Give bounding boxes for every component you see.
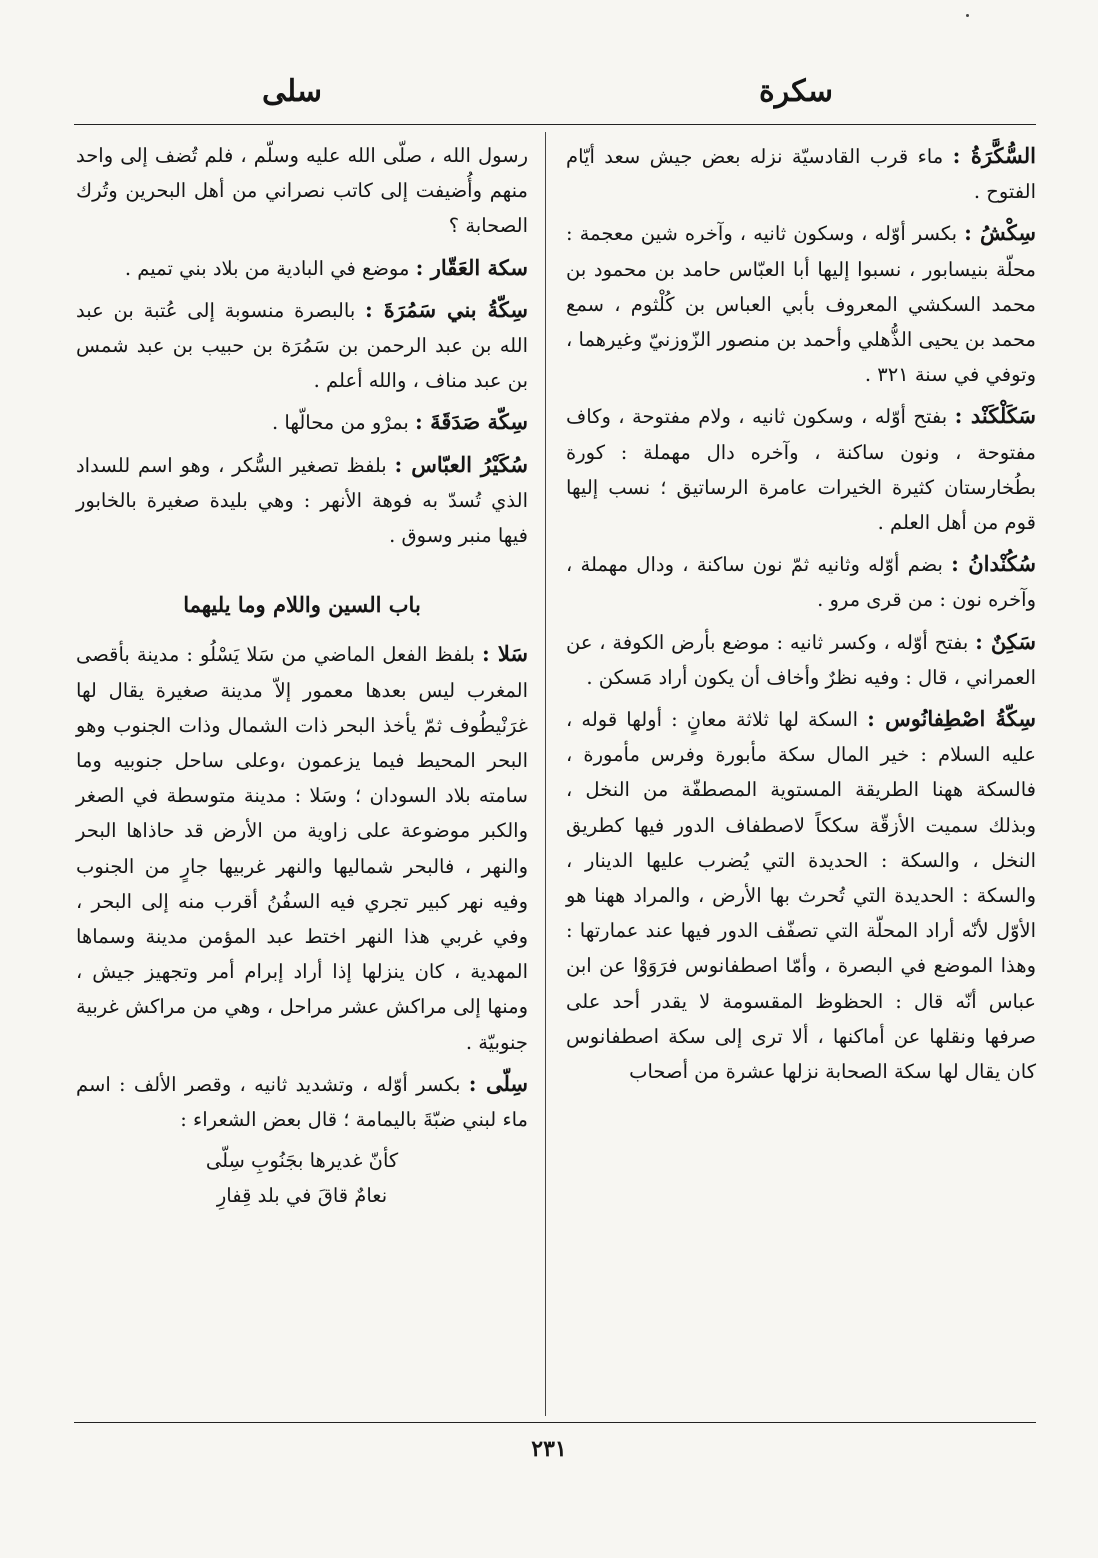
entry-headword: سُكُنْدانُ : [951, 551, 1036, 577]
entry-text: بكسر أوّله ، وسكون ثانيه ، وآخره شين معجمة : محلّة بنيسابور ، نسبوا إليها أبا العبّاس حامد بن محمود بن محمد السكشي المعروف بأبي العباس بن كُلْثوم ، سمع محمد بن يحيى الذُّهلي وأحمد بن منصور الزّوزنيّ وغيرهما ، وتوفي في سنة ٣٢١ . [566, 222, 1036, 387]
entry-text: بلفظ تصغير السُّكر ، وهو اسم للسداد الذي تُسدّ به فوهة الأنهر : وهي بليدة صغيرة بالخابور فيها منبر وسوق . [76, 453, 528, 548]
entry-text: بضم أوّله وثانيه ثمّ نون ساكنة ، ودال مهملة ، وآخره نون : من قرى مرو . [566, 553, 1036, 612]
left-column [76, 138, 528, 1214]
entry [76, 292, 528, 399]
entry-text: بالبصرة منسوبة إلى عُتبة بن عبد الله بن عبد الرحمن بن سَمُرَة بن حبيب بن عبد شمس بن عبد مناف ، والله أعلم . [76, 298, 528, 393]
column-divider [545, 132, 546, 1416]
entry [76, 404, 528, 440]
entry [566, 546, 1036, 617]
entry-headword: سُكَيْرُ العبّاس : [394, 451, 528, 477]
entry-text: بلفظ الفعل الماضي من سَلا يَسْلُو : مدينة بأقصى المغرب ليس بعدها معمور إلاّ مدينة صغيرة يقال لها غرَنْيطُوف ثمّ يأخذ البحر ذات الشمال وذات الجنوب وهو البحر المحيط فيما يزعمون ،وعلى ساحل جنوبيه وما سامته بلاد السودان ؛ وسَلا : مدينة متوسطة في الصغر والكبر موضوعة على زاوية من الأرض قد حاذاها البحر والنهر ، فالبحر شماليها والنهر غربيها جارٍ من الجنوب وفيه نهر كبير تجري فيه السفُنُ أقرب منه إلى البحر ، وفي غربي هذا النهر اختط عبد المؤمن مدينة وسماها المهدية ، كان ينزلها إذا أراد إبرام أمر وتجهيز جيش ، ومنها إلى مراكش عشر مراحل ، وهي من مراكش غربية جنوبيّة . [76, 643, 528, 1054]
entry-text: بفتح أوّله ، وكسر ثانيه : موضع بأرض الكوفة ، عن العمراني ، قال : وفيه نظرٌ وأخاف أن يكون أراد مَسكن . [566, 630, 1036, 689]
section-title: باب السين واللام وما يليهما [183, 592, 421, 618]
page-number: ٢٣١ [531, 1436, 567, 1462]
entry-text: بكسر أوّله ، وتشديد ثانيه ، وقصر الألف : اسم ماء لبني ضبّةَ باليمامة ؛ قال بعض الشعراء : [76, 1072, 528, 1132]
entry-headword: سَلا : [481, 641, 528, 667]
entry [76, 447, 528, 554]
continuation-text: رسول الله ، صلّى الله عليه وسلّم ، فلم تُضف إلى واحد منهم وأُضيفت إلى كاتب نصراني من أهل البحرين وتُرك الصحابة ؟ [76, 144, 528, 238]
entry-headword: سِلّى : [468, 1070, 528, 1096]
entry-headword: سِكّةُ اصْطِفانُوس : [867, 706, 1036, 732]
entry [566, 138, 1036, 209]
top-rule [74, 124, 1036, 125]
right-column [566, 138, 1036, 1095]
entry-headword: سَكِنٌ : [975, 628, 1036, 654]
entry-headword: سَكَلْكَنْد : [954, 403, 1037, 429]
entry-text: السكة لها ثلاثة معانٍ : أولها قوله ، عليه السلام : خير المال سكة مأبورة وفرس مأمورة ، فالسكة ههنا الطريقة المستوية المصطفّة من النخل ، وبذلك سميت الأزقّة سككاً لاصطفاف الدور فيها كطريق النخل ، والسكة : الحديدة التي يُضرب عليها الدينار ، والسكة : الحديدة التي تُحرث بها الأرض ، والمراد ههنا هو الأوّل لأنّه أراد المحلّة التي تصفّف الدور فيها عند عمارتها : وهذا الموضع في البصرة ، وأمّا اصطفانوس فرَوَوْا عن ابن عباس أنّه قال : الحظوظ المقسومة لا يقدر أحد على صرفها ونقلها عن أماكنها ، ألا ترى إلى سكة اصطفانوس كان يقال لها سكة الصحابة نزلها عشرة من أصحاب [566, 708, 1036, 1084]
ink-dot [966, 14, 969, 17]
running-header-left: سلى [262, 74, 323, 109]
entry-headword: سِكّة صَدَقَةَ : [415, 409, 528, 435]
entry [566, 398, 1036, 540]
entry [566, 624, 1036, 695]
entry [566, 215, 1036, 392]
entry-headword: سكة العَقّار : [415, 254, 528, 280]
running-header-right: سكرة [759, 74, 833, 109]
entry [566, 701, 1036, 1089]
entry [76, 636, 528, 1059]
entry-headword: سِكّةُ بني سَمُرَةَ : [365, 296, 528, 322]
entry [76, 250, 528, 286]
entry-text: بفتح أوّله ، وسكون ثانيه ، ولام مفتوحة ، وكاف مفتوحة ، ونون ساكنة ، وآخره دال مهملة : كورة بطُخارستان كثيرة الخيرات عامرة الرساتيق ؛ نسب إليها قوم من أهل العلم . [566, 405, 1036, 535]
entry-headword: سِكْشُ : [964, 220, 1036, 246]
entry [76, 1066, 528, 1137]
entry-headword: السُّكَّرَةُ : [952, 143, 1037, 168]
bottom-rule [74, 1422, 1036, 1423]
entry-text: بمرْو من محالّها . [272, 411, 416, 435]
verse-line: نعامٌ قاقَ في بلد قِفارِ [216, 1184, 388, 1208]
verse-line: كأنّ غديرها بجَنُوبِ سِلّى [205, 1149, 399, 1173]
entry-text: موضع في البادية من بلاد بني تميم . [124, 256, 416, 280]
entry-text: ماء قرب القادسيّة نزله بعض جيش سعد أيّام الفتوح . [566, 145, 1036, 204]
